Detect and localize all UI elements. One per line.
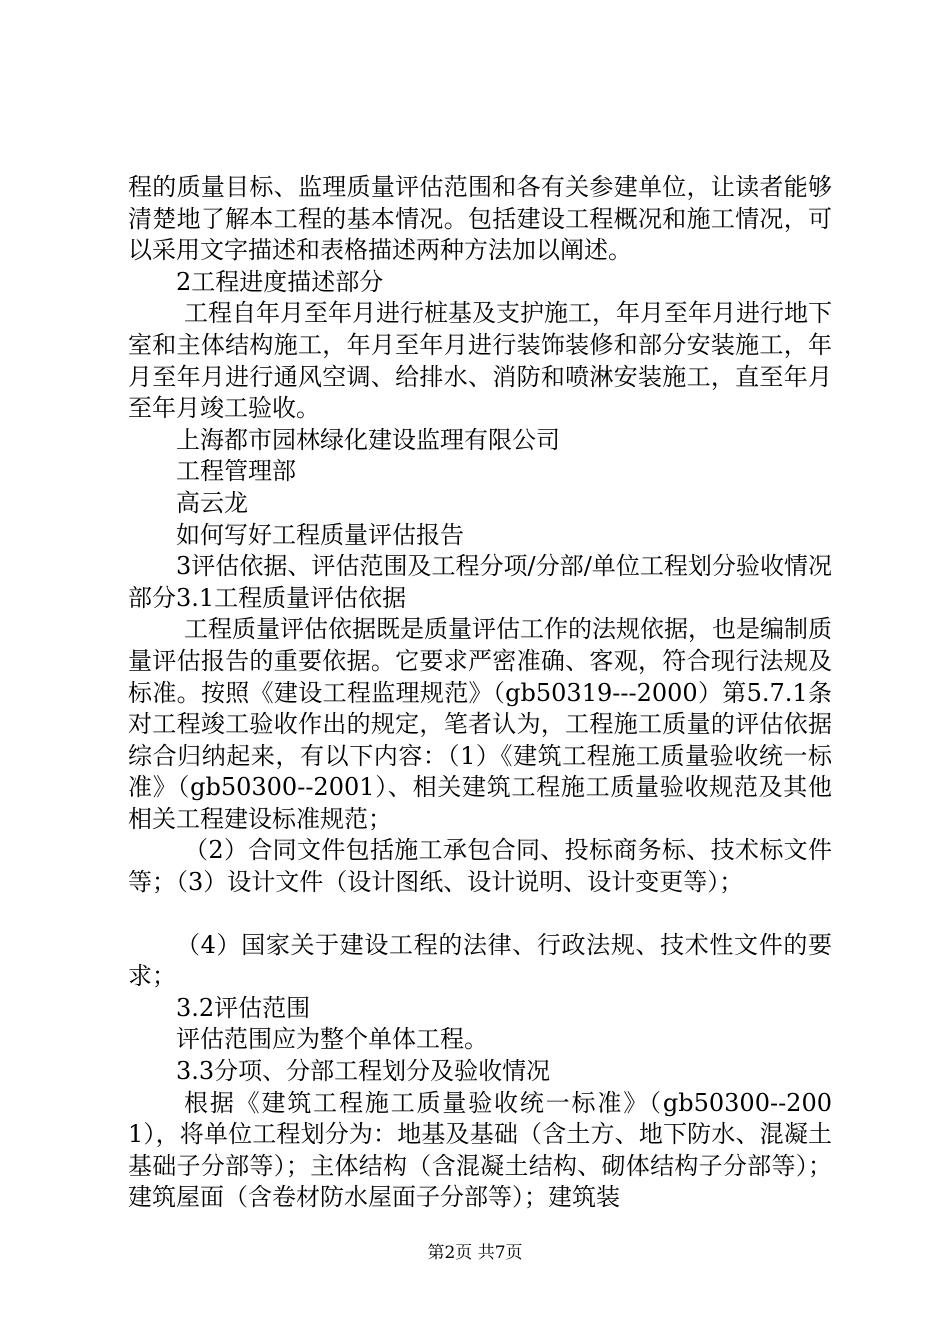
paragraph-overview-end: 程的质量目标、监理质量评估范围和各有关参建单位，让读者能够清楚地了解本工程的基本情况。包括建设工程概况和施工情况，可以采用文字描述和表格描述两种方法加以阐述。 (128, 173, 832, 265)
paragraph-scope: 评估范围应为整个单体工程。 (176, 1025, 488, 1054)
paragraph-division: 根据《建筑工程施工质量验收统一标准》（gb50300--2001），将单位工程划分为：地基及基础（含土方、地下防水、混凝土基础子分部等）；主体结构（含混凝土结构、砌体结构子分部等）；建筑屋面（含卷材防水屋面子分部等）；建筑装 (128, 1088, 832, 1212)
paragraph-basis: 工程质量评估依据既是质量评估工作的法规依据，也是编制质量评估报告的重要依据。它要求严密准确、客观，符合现行法规及标准。按照《建设工程监理规范》（gb50319---2000）第5.7.1条对工程竣工验收作出的规定，笔者认为，工程施工质量的评估依据综合归纳起来，有以下内容：（1）《建筑工程施工质量验收统一标准》（gb50300--2001）、相关建筑工程施工质量验收规范及其他相关工程建设标准规范； (128, 615, 832, 833)
section-heading-progress: 2工程进度描述部分 (176, 267, 384, 296)
document-body (128, 172, 832, 1214)
paragraph-national-laws: （4）国家关于建设工程的法律、行政法规、技术性文件的要求； (128, 930, 832, 991)
section-heading-basis: 3评估依据、评估范围及工程分项/分部/单位工程划分验收情况部分3.1工程质量评估依据 (128, 552, 832, 612)
department-name: 工程管理部 (176, 457, 296, 486)
paragraph-progress: 工程自年月至年月进行桩基及支护施工，年月至年月进行地下室和主体结构施工，年月至年月进行装饰装修和部分安装施工，年月至年月进行通风空调、给排水、消防和喷淋安装施工，直至年月至年月竣工验收。 (128, 299, 832, 423)
paragraph-contract-design: （2）合同文件包括施工承包合同、投标商务标、技术标文件等；（3）设计文件（设计图纸、设计说明、设计变更等）； (128, 836, 832, 897)
company-name: 上海都市园林绿化建设监理有限公司 (176, 425, 560, 454)
section-heading-scope: 3.2评估范围 (176, 993, 311, 1022)
page-number-footer: 第2页 共7页 (427, 1243, 523, 1263)
author-name: 高云龙 (176, 488, 248, 517)
article-title: 如何写好工程质量评估报告 (176, 520, 464, 549)
section-heading-division: 3.3分项、分部工程划分及验收情况 (176, 1057, 551, 1086)
